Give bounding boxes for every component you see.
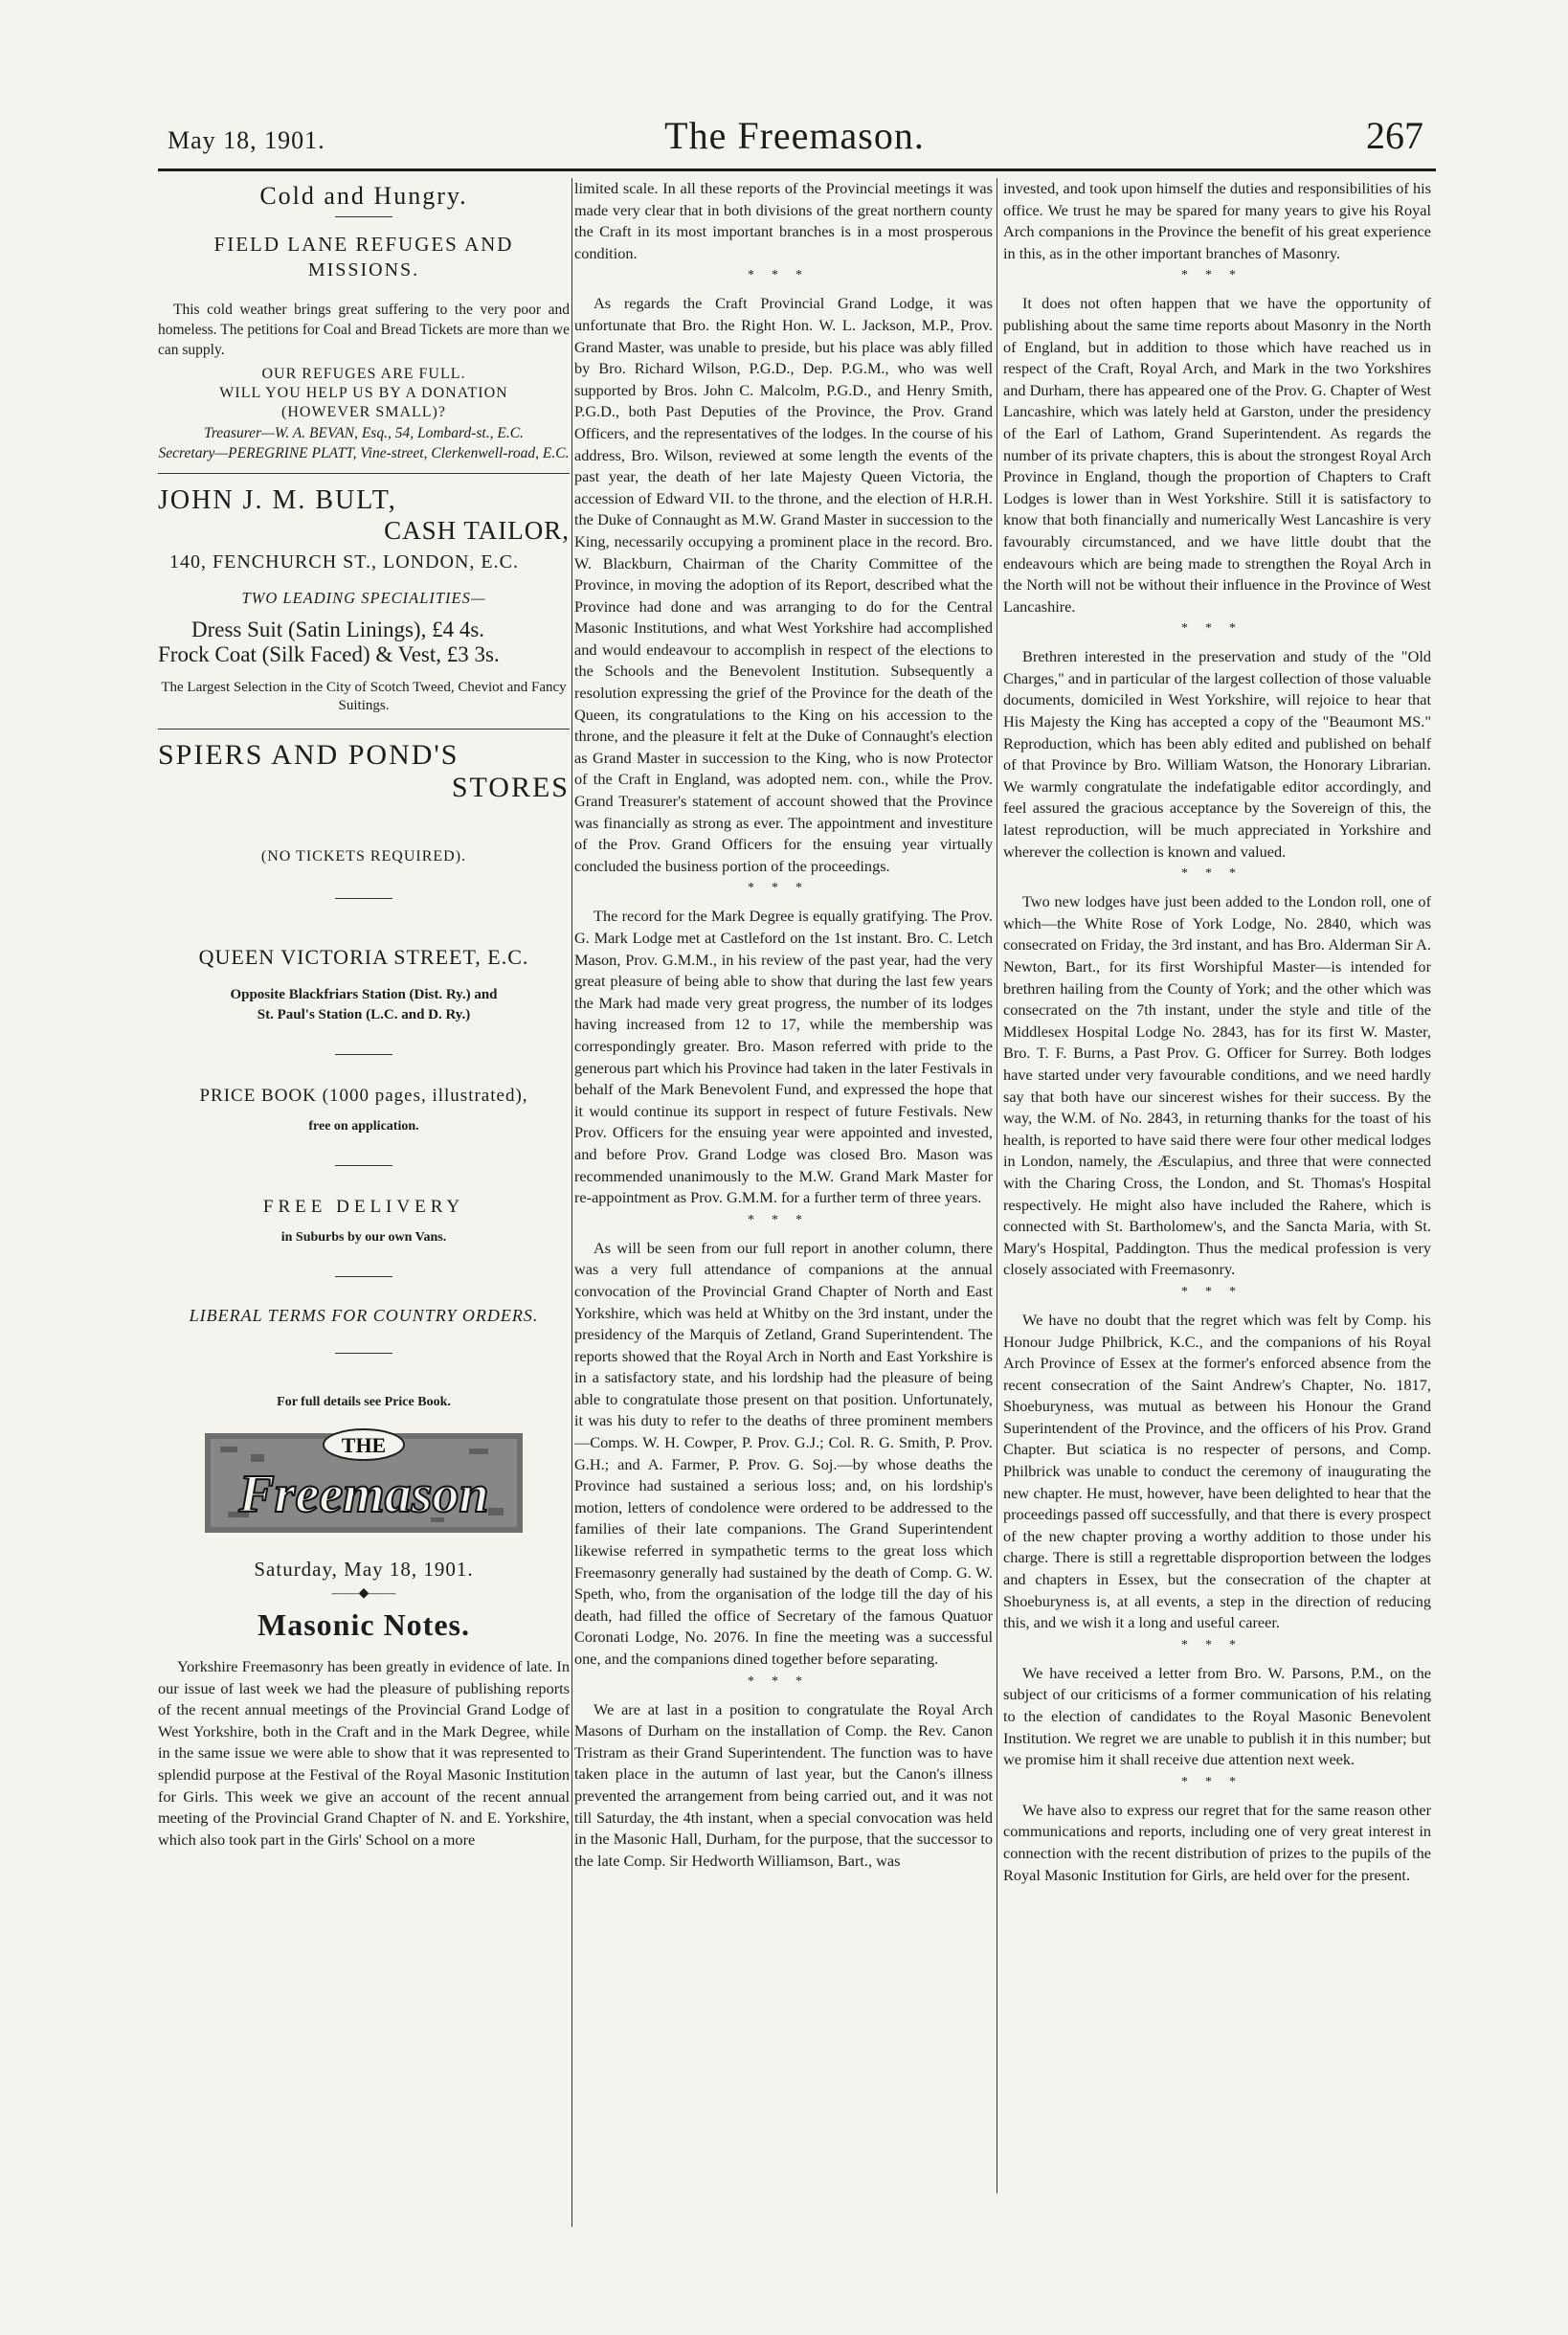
article-paragraph: We have received a letter from Bro. W. Parsons, P.M., on the subject of our criticisms of a former communication of his relating to the election of candidates to the Royal Masonic Benevolent Institution. We regret we are unable to publish it in this number; but we promise him it shall receive due attention next week. <box>1003 1663 1431 1769</box>
divider <box>335 1165 392 1166</box>
ad-tailor-name: JOHN J. M. BULT, <box>158 485 397 515</box>
divider <box>335 1054 392 1055</box>
separator-asterisks: *** <box>1181 268 1253 283</box>
divider <box>158 729 570 730</box>
divider <box>335 898 392 899</box>
freemason-logo <box>201 1426 526 1538</box>
ad-cold-hungry-title: Cold and Hungry. <box>259 182 468 210</box>
masthead-title: The Freemason. <box>664 114 925 157</box>
divider <box>335 1276 392 1277</box>
ad-free-delivery: FREE DELIVERY <box>262 1197 465 1217</box>
ad-opposite: Opposite Blackfriars Station (Dist. Ry.) and <box>230 987 498 1002</box>
separator-asterisks: *** <box>1181 1284 1253 1299</box>
ad-spiers-pond: SPIERS AND POND'S <box>158 739 459 771</box>
page-header <box>158 107 1431 165</box>
ad-tailor-address: 140, FENCHURCH ST., LONDON, E.C. <box>169 551 519 573</box>
column-divider <box>571 178 572 2227</box>
separator-asterisks: *** <box>1181 866 1253 882</box>
separator-asterisks: *** <box>1181 1774 1253 1789</box>
ad-frock-coat: Frock Coat (Silk Faced) & Vest, £3 3s. <box>158 642 500 666</box>
divider <box>335 1353 392 1354</box>
article-paragraph: The record for the Mark Degree is equally gratifying. The Prov. G. Mark Lodge met at Castleford on the 1st instant. Bro. C. Letch Mason, Prov. G.M.M., in his review of the past year, had the very great pleasure of being able to show that during the last few years the Mark had made very great progress, the number of its lodges having increased from 12 to 17, while the membership was correspondingly greater. Bro. Mason referred with pride to the generous part which his Province had taken in the later Festivals in behalf of the Mark Benevolent Fund, and expressed the hope that it would continue its support in respect of future Festivals. New Prov. Officers for the ensuing year were appointed and invested, and before Prov. Grand Lodge was closed Bro. Mason was recommended unanimously to the M.W. Grand Mark Master for re-appointment as Prov. G.M.M. for a further term of three years. <box>574 907 993 1207</box>
ad-stores: STORES <box>451 772 570 803</box>
separator-asterisks: *** <box>1181 1637 1253 1652</box>
ad-queen-victoria: QUEEN VICTORIA STREET, E.C. <box>198 945 529 969</box>
ad-field-lane-title: FIELD LANE REFUGES AND <box>213 233 514 256</box>
header-rule <box>158 168 1436 171</box>
ad-suburbs: in Suburbs by our own Vans. <box>280 1230 447 1245</box>
issue-dateline: Saturday, May 18, 1901. <box>254 1558 474 1581</box>
article-paragraph: We have also to express our regret that for the same reason other communications and reports, including one of very great interest in connection with the recent distribution of prizes to the pupils of the Royal Masonic Institution for Girls, are held over for the present. <box>1003 1800 1431 1884</box>
issue-date: May 18, 1901. <box>168 126 325 154</box>
ad-free-on-application: free on application. <box>308 1119 419 1134</box>
ad-largest-selection: The Largest Selection in the City of Scotch Tweed, Cheviot and Fancy Suitings. <box>161 680 567 713</box>
column-2 <box>574 178 993 1875</box>
ad-specialities: TWO LEADING SPECIALITIES— <box>241 589 486 607</box>
article-paragraph: As will be seen from our full report in another column, there was a very full attendance of companions at the annual convocation of the Provincial Grand Chapter of North and East Yorkshire, which was held at Whitby on the 3rd instant, under the presidency of the Marquis of Zetland, Grand Superintendent. The reports showed that the Royal Arch in North and East Yorkshire is in a satisfactory state, and his lordship had the pleasure of being able to congratulate those present on that position. Unfortunately, it was his duty to refer to the deaths of three prominent members—Comps. W. H. Cowper, P. Prov. G.J.; Col. R. G. Smith, P. Prov. G.H.; and A. Farmer, P. Prov. G. Soj.—by whose deaths the Province had sustained a serious loss; and, on his lordship's motion, letters of condolence were ordered to be addressed to the families of their late companions. The Grand Superintendent likewise referred in sympathetic terms to the great loss which Freemasonry generally had sustained by the death of Comp. G. W. Speth, who, from the organisation of the lodge till the day of his death, had filled the office of Secretary of the famous Quatuor Coronati Lodge, No. 2076. In fine the meeting was a successful one, and the companions dined together before separating. <box>574 1238 993 1668</box>
separator-asterisks: *** <box>748 881 819 896</box>
ad-refuges-full: OUR REFUGES ARE FULL. <box>261 366 466 382</box>
separator-asterisks: *** <box>748 268 819 283</box>
ad-tailor-trade: CASH TAILOR, <box>384 516 570 545</box>
ad-cold-text: This cold weather brings great suffering to the very poor and homeless. The petitions for Coal and Bread Tickets are more than we can supply. <box>158 302 570 358</box>
logo-graphic <box>201 1426 526 1538</box>
separator-asterisks: *** <box>748 1673 819 1689</box>
ad-no-tickets: (NO TICKETS REQUIRED). <box>260 848 467 864</box>
divider <box>158 473 570 474</box>
ad-opposite: St. Paul's Station (L.C. and D. Ry.) <box>257 1007 471 1022</box>
logo-word-text: Freemason <box>238 1465 489 1524</box>
article-paragraph: Two new lodges have just been added to the London roll, one of which—the White Rose of York Lodge, No. 2840, which was consecrated on Friday, the 3rd instant, and has Bro. Alderman Sir A. Newton, Bart., for its first Worshipful Master—is intended for brethren hailing from the County of York; and the other which was consecrated on the 7th instant, under the style and title of the Middlesex Hospital Lodge No. 2843, has for its first W. Master, Bro. T. F. Burns, a Past Prov. G. Officer for Surrey. Both lodges have started under very favourable conditions, and we need hardly say that both have our sincerest wishes for their success. By the way, the W.M. of No. 2843, in returning thanks for the toast of his health, is reported to have said there were four other medical lodges in London, namely, the Æsculapius, and three that were connected with the Charing Cross, the London, and St. Thomas's Hospital respectively. He might also have included the Rahere, which is connected with St. Bartholomew's, and the Sancta Maria, with St. Mary's Hospital, Paddington. Thus the medical profession is very closely associated with Freemasonry. <box>1003 892 1431 1279</box>
ad-field-lane-subtitle: MISSIONS. <box>307 259 420 281</box>
article-paragraph: Brethren interested in the preservation and study of the "Old Charges," and in particular of the largest collection of those valuable documents, domiciled in West Yorkshire, will rejoice to hear that His Majesty the King has accepted a copy of the "Beaumont MS." Reproduction, which has been ably edited and published on behalf of that Province by Bro. William Watson, the Honorary Librarian. We warmly congratulate the indefatigable editor accordingly, and feel assured the gracious acceptance by the Sovereign of this, the latest reproduction, will be much appreciated in Yorkshire and wherever the collection is known and valued. <box>1003 647 1431 861</box>
column-1 <box>158 178 570 1854</box>
divider <box>335 216 392 217</box>
ad-price-book: PRICE BOOK (1000 pages, illustrated), <box>199 1086 528 1106</box>
article-paragraph: As regards the Craft Provincial Grand Lodge, it was unfortunate that Bro. the Right Hon. W. L. Jackson, M.P., Prov. Grand Master, was unable to preside, but his place was ably filled by Bro. Richard Wilson, P.G.D., Dep. P.G.M., who was well supported by Bros. John C. Malcolm, P.G.D., and Henry Smith, P.G.D., both Past Deputies of the Province, the Prov. Grand Officers, and the representatives of the lodges. In the course of his address, Bro. Wilson, reviewed at some length the events of the past year, the death of her late Majesty Queen Victoria, the accession of Edward VII. to the throne, and the election of H.R.H. the Duke of Connaught as M.W. Grand Master in succession to the King, necessarily occupying a prominent place in the record. Bro. W. Blackburn, Chairman of the Charity Committee of the Province, in moving the adoption of its Report, described what the Province had done and was arranging to do for the Central Masonic Institutions, and what West Yorkshire had accomplished and would endeavour to accomplish in respect of the elections to the Schools and the Benevolent Institution. Subsequently a resolution expressing the grief of the Province for the death of the Queen, its congratulations to the King on his accession to the throne, and the pleasure it felt at the Duke of Connaught's election as Grand Master in succession to the King, who is now Protector of the Craft in England, was adopted nem. con., while the Prov. Grand Treasurer's statement of account showed that the Province was financially as strong as ever. The appointment and investiture of the Prov. Grand Officers for the ensuing year virtually concluded the business portion of the proceedings. <box>574 294 993 875</box>
separator-asterisks: *** <box>1181 621 1253 637</box>
ornament-divider: ——◆—— <box>331 1586 396 1601</box>
article-paragraph: Yorkshire Freemasonry has been greatly in evidence of late. In our issue of last week we had the pleasure of publishing reports of the recent annual meetings of the Provincial Grand Lodge of West Yorkshire, both in the Craft and in the Mark Degree, while in the same issue we were able to show that it was represented to splendid purpose at the Festival of the Royal Masonic Institution for Girls. This week we give an account of the recent annual meeting of the Provincial Grand Chapter of N. and E. Yorkshire, which also took part in the Girls' School on a more <box>158 1657 570 1849</box>
ad-dress-suit: Dress Suit (Satin Linings), £4 4s. <box>191 617 485 641</box>
article-paragraph: invested, and took upon himself the duties and responsibilities of his office. We trust he may be spared for many years to give his Royal Arch companions in the Province the benefit of his great experience in this, as in the other important branches of Masonry. <box>1003 179 1431 262</box>
article-paragraph: limited scale. In all these reports of the Provincial meetings it was made very clear that in both divisions of the great northern county the Craft in its most important branches is in a most prosperous condition. <box>574 179 993 262</box>
section-title-masonic-notes: Masonic Notes. <box>258 1607 470 1642</box>
column-3 <box>1003 178 1431 1890</box>
ad-full-details: For full details see Price Book. <box>277 1395 451 1409</box>
ad-help-line: WILL YOU HELP US BY A DONATION <box>219 385 508 401</box>
article-paragraph: We are at last in a position to congratulate the Royal Arch Masons of Durham on the installation of Comp. the Rev. Canon Tristram as their Grand Superintendent. The function was to have taken place in the autumn of last year, but the Canon's illness prevented the arrangement from being carried out, and it was not till Saturday, the 4th instant, when a special convocation was held in the Masonic Hall, Durham, for the purpose, that the successor to the late Comp. Sir Hedworth Williamson, Bart., was <box>574 1699 993 1870</box>
logo-the-text: THE <box>341 1433 387 1457</box>
ad-liberal-terms: LIBERAL TERMS FOR COUNTRY ORDERS. <box>189 1306 539 1325</box>
article-paragraph: We have no doubt that the regret which was felt by Comp. his Honour Judge Philbrick, K.C., and the companions of his Royal Arch Province of Essex at the former's enforced absence from the recent consecration of the Saint Andrew's Chapter, No. 1817, Shoeburyness, was mutual as between his Honour the Grand Superintendent of the Province, and the officers of his Prov. Grand Chapter. But sciatica is no respecter of persons, and Comp. Philbrick was unable to conduct the ceremony of inaugurating the new chapter. He must, however, have been delighted to hear that the proceedings passed off successfully, and that there is every prospect of the new chapter proving a worthy addition to those under his charge. There is still a regrettable disproportion between the lodges and chapters in Essex, but the consecration of the chapter at Shoeburyness is, at all events, a step in the direction of reducing this, and we wish it a long and useful career. <box>1003 1310 1431 1632</box>
article-paragraph: It does not often happen that we have the opportunity of publishing about the same time reports about Masonry in the North of England, but in addition to those which have reached us in respect of the Craft, Royal Arch, and Mark in the two Yorkshires and Durham, there has appeared one of the Prov. G. Chapter of West Lancashire, which was lately held at Garston, under the presidency of the Earl of Lathom, Grand Superintendent. As regards the number of its private chapters, this is about the strongest Royal Arch Province in England, though the proportion of Chapters to Craft Lodges is lower than in West Yorkshire. Still it is satisfactory to know that both financially and numerically West Lancashire is very favourably circumstanced, and we have little doubt that the endeavours which are being made to strengthen the Royal Arch in the North will not be without their influence in the Province of West Lancashire. <box>1003 294 1431 616</box>
separator-asterisks: *** <box>748 1212 819 1227</box>
ad-secretary: Secretary—PEREGRINE PLATT, Vine-street, Clerkenwell-road, E.C. <box>158 445 570 461</box>
page-number: 267 <box>1366 114 1423 157</box>
ad-treasurer: Treasurer—W. A. BEVAN, Esq., 54, Lombard-st., E.C. <box>204 425 524 441</box>
ad-help-line: (HOWEVER SMALL)? <box>281 404 446 420</box>
